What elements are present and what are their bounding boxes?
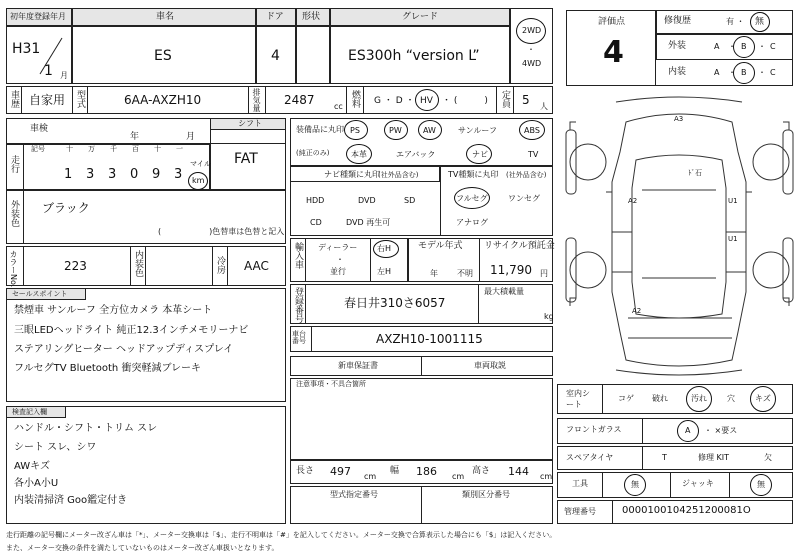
inspection-year: 年 [130, 132, 140, 142]
seat-burn: コゲ [618, 394, 634, 403]
interior-a: A [714, 68, 720, 77]
capacity-unit: 人 [540, 102, 548, 111]
jack-value: 無 [757, 480, 765, 489]
inspection-label: 車検 [30, 124, 49, 134]
docs-manual: 車両取説 [474, 361, 506, 370]
navi-dvd: DVD [358, 196, 376, 205]
door-label: ドア [266, 12, 284, 22]
use-label-cell [6, 86, 22, 114]
seat-tear: 破れ [652, 394, 668, 403]
spare-kit: 修理 KIT [698, 453, 730, 462]
unit-4: 百 [132, 145, 139, 153]
windshield-rest: ・ ×要ス [704, 426, 738, 435]
jack-label: ジャッキ [682, 479, 714, 488]
color-no-value: 223 [64, 259, 87, 273]
digit: 3 [108, 167, 117, 182]
mileage-units [24, 144, 190, 154]
equipment-sublabel: (純正のみ) [296, 149, 330, 157]
windshield-selected: A [685, 426, 691, 435]
fuel-other: ・ ( ) [442, 96, 488, 106]
exterior-label: 外装 [668, 41, 687, 51]
spare-tire-label: スペアタイヤ [566, 453, 614, 462]
car-outline-icon [566, 92, 793, 380]
equipment-label: 装備品に丸印 [296, 125, 344, 134]
seat-scratch: キズ [755, 394, 771, 403]
drive-dot: ・ [527, 45, 535, 54]
management-label: 管理番号 [564, 507, 596, 516]
unit-1: 十 [66, 145, 73, 153]
use-value: 自家用 [29, 93, 66, 107]
inspection-line: 各小A小U [14, 478, 59, 489]
door-value: 4 [271, 48, 280, 64]
diagram-label: A2 [628, 197, 638, 205]
diagram-label: ﾄﾞ石 [688, 169, 702, 177]
displacement-unit: cc [334, 102, 343, 111]
equip-airbag: エアバック [396, 150, 436, 159]
width-unit: cm [452, 472, 465, 481]
footer-line2: また、メーター交換の条件を満たしていないものはメーター改ざん車扱いとなります。 [6, 544, 279, 552]
mileage-label-cell [6, 144, 24, 190]
sales-line: 三眼LEDヘッドライト 純正12.3インチメモリーナビ [14, 325, 249, 336]
navi-sd: SD [404, 196, 416, 205]
registration-label: 登録番号 [293, 287, 303, 323]
model-label: 車名 [156, 12, 175, 22]
displacement-label: 排気量 [252, 88, 261, 112]
capacity-label: 定員 [500, 90, 510, 108]
dot: ・ [758, 42, 766, 51]
diagram-label: U1 [728, 235, 738, 243]
score-label: 評価点 [598, 17, 626, 27]
height-label: 高さ [472, 466, 491, 476]
exterior-b: B [741, 42, 747, 51]
width-label: 幅 [390, 466, 400, 476]
navi-label: ナビ種類に丸印 [324, 170, 380, 179]
inspection-line: シート スレ、シワ [14, 442, 97, 453]
score-value: 4 [603, 35, 624, 70]
digit: 3 [174, 167, 183, 182]
digit: 1 [64, 167, 73, 182]
max-load-unit: kg [544, 312, 554, 321]
dot: ・ [758, 68, 766, 77]
dot: ・ [728, 42, 736, 51]
shape-label: 形状 [302, 12, 321, 22]
management-value: 0000100104251200081O [622, 505, 751, 516]
shift-label: シフト [238, 119, 262, 128]
model-year-year: 年 [430, 269, 438, 278]
displacement-value: 2487 [284, 93, 315, 107]
chassis-label: 車台番号 [292, 330, 306, 345]
import-left-h: 左H [377, 267, 392, 276]
equip-sunroof: サンルーフ [458, 126, 497, 135]
inspection-line: 内装清掃済 Goo鑑定付き [14, 495, 128, 506]
color-no-label: カラーNo. [9, 250, 18, 288]
import-parallel: 並行 [330, 267, 346, 276]
interior-seat-label: 室内シート [566, 389, 590, 409]
recycle-unit: 円 [540, 269, 548, 278]
import-dealer: ディーラー [318, 243, 358, 252]
tv-fullseg: フルセグ [456, 194, 488, 203]
equip-pw: PW [389, 126, 402, 135]
unit-2: 万 [88, 145, 95, 153]
navi-dvd-play: DVD 再生可 [346, 218, 391, 227]
repair-selected: 無 [755, 17, 765, 27]
equip-leather: 本革 [351, 150, 367, 159]
height-unit: cm [540, 472, 553, 481]
color-note: ( )色替車は色替と記入 [158, 227, 285, 236]
year-label: 初年度登録年月 [10, 12, 66, 21]
navi-cd: CD [310, 218, 322, 227]
tools-label: 工具 [572, 479, 588, 488]
capacity-value: 5 [522, 93, 530, 107]
color-value: ブラック [42, 201, 90, 215]
max-load-label: 最大積載量 [484, 287, 524, 296]
equip-navi: ナビ [472, 150, 488, 159]
import-label: 輸入車 [293, 242, 303, 269]
interior-color-label: 内装色 [133, 250, 143, 277]
shift-value: FAT [234, 151, 258, 167]
windshield-label: フロントガラス [566, 425, 622, 434]
ac-value: AAC [244, 259, 269, 273]
unit-3: 千 [110, 145, 117, 153]
chassis-value: AXZH10-1001115 [376, 332, 483, 346]
tv-analog: アナログ [456, 218, 488, 227]
type-value: 6AA-AXZH10 [124, 93, 202, 107]
drive-4wd: 4WD [522, 59, 542, 68]
diagram-label: A3 [674, 115, 684, 123]
year-era: H31 [12, 41, 41, 57]
tv-oneseg: ワンセグ [508, 194, 540, 203]
km-label: km [192, 176, 205, 185]
tools-value: 無 [631, 480, 639, 489]
unit-5: 十 [154, 145, 161, 153]
dot: ・ [728, 68, 736, 77]
category-label: 類別区分番号 [462, 490, 510, 499]
type-label: 型式 [75, 90, 85, 108]
navi-sublabel: (社外品含む) [378, 171, 419, 179]
import-dot: ・ [336, 255, 344, 264]
model-value: ES [154, 48, 172, 64]
mile-label: マイル [190, 160, 211, 168]
year-month-unit: 月 [60, 71, 68, 80]
equip-aw: AW [423, 126, 436, 135]
registration-value: 春日井310さ6057 [344, 296, 446, 310]
height-value: 144 [508, 465, 529, 478]
shape-cell [296, 26, 330, 84]
spare-none: 欠 [764, 453, 772, 462]
recycle-label: リサイクル預託金 [484, 241, 555, 251]
sales-line: フルセグTV Bluetooth 衝突軽減ブレーキ [14, 363, 202, 374]
equip-abs: ABS [524, 126, 540, 135]
docs-warranty: 新車保証書 [338, 361, 378, 370]
interior-b: B [741, 68, 747, 77]
drive-2wd: 2WD [522, 26, 542, 35]
color-label: 外装色 [9, 200, 19, 227]
tv-label: TV種類に丸印 [448, 170, 499, 179]
inspection-month: 月 [186, 132, 196, 142]
seat-hole: 穴 [727, 394, 735, 403]
year-month: 1 [44, 63, 53, 79]
damage-diagram [566, 92, 793, 380]
length-unit: cm [364, 472, 377, 481]
unit-6: 一 [176, 145, 183, 153]
exterior-c: C [770, 42, 776, 51]
diagram-label: U1 [728, 197, 738, 205]
fuel-options: G ・ D ・ [374, 96, 415, 106]
footer-line1: 走行距離の記号欄にメーター改ざん車は「*」、メーター交換車は「$」、走行不明車は「#」を記入してください。メーター交換で合算表示した場合にも「$」は記入ください。 [6, 531, 557, 539]
interior-label: 内装 [668, 67, 687, 77]
tv-sublabel: (社外品含む) [506, 171, 547, 179]
sales-line: 禁煙車 サンルーフ 全方位カメラ 本革シート [14, 305, 213, 316]
seat-dirt: 汚れ [691, 394, 707, 403]
repair-options: 有 ・ [726, 17, 745, 26]
unit-0: 記号 [31, 145, 45, 153]
import-right-h: 右H [377, 244, 392, 253]
mileage-digits [24, 154, 184, 190]
diagram-label: A2 [632, 307, 642, 315]
spare-t: T [662, 453, 667, 462]
equip-ps: PS [350, 126, 360, 135]
inspection-notes-label: 検査記入欄 [12, 408, 47, 416]
model-year-label: モデル年式 [418, 241, 463, 251]
width-value: 186 [416, 465, 437, 478]
ac-label: 冷房 [215, 256, 225, 274]
model-year-unknown: 不明 [457, 269, 473, 278]
navi-hdd: HDD [306, 196, 325, 205]
interior-c: C [770, 68, 776, 77]
digit: 9 [152, 167, 161, 182]
fuel-hv: HV [420, 96, 433, 106]
notes-box [290, 378, 553, 460]
fuel-label: 燃料 [350, 90, 360, 108]
inspection-line: AWキズ [14, 461, 50, 472]
sales-line: ステアリングヒーター ヘッドアップディスプレイ [14, 344, 234, 355]
recycle-value: 11,790 [490, 263, 532, 277]
mileage-label: 走行 [9, 155, 19, 173]
length-label: 長さ [296, 466, 315, 476]
notes-label: 注意事項・不具合箇所 [296, 380, 366, 388]
inspection-line: ハンドル・シフト・トリム スレ [14, 423, 158, 434]
digit: 0 [130, 167, 139, 182]
grade-label: グレード [402, 12, 439, 22]
sales-points-label: セールスポイント [12, 290, 68, 298]
grade-value: ES300h “version L” [348, 48, 480, 64]
exterior-a: A [714, 42, 720, 51]
designation-label: 型式指定番号 [330, 490, 378, 499]
use-label: 車歴 [9, 90, 19, 108]
digit: 3 [86, 167, 95, 182]
repair-label: 修復歴 [664, 16, 692, 26]
equip-tv: TV [528, 150, 539, 159]
length-value: 497 [330, 465, 351, 478]
